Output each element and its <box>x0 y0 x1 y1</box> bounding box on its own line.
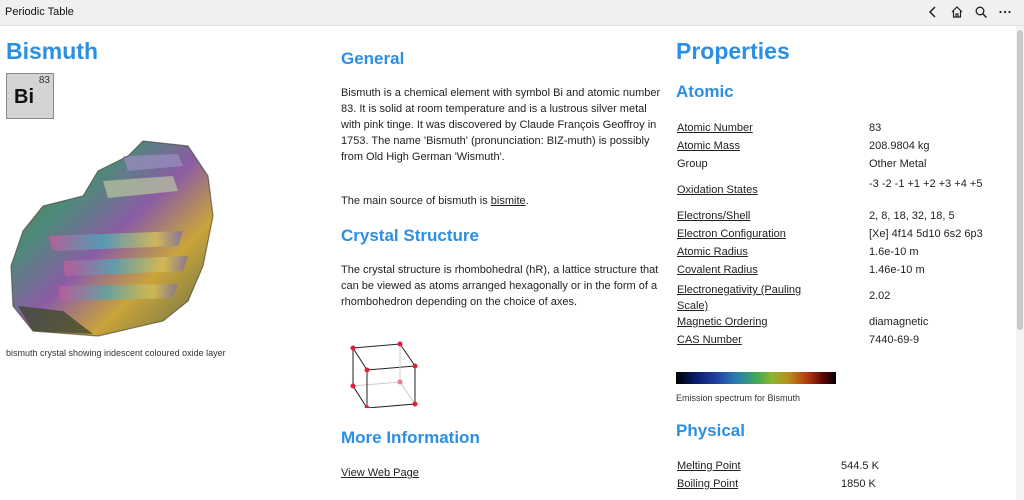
prop-value-oxidation-states: -3 -2 -1 +1 +2 +3 +4 +5 <box>869 178 983 190</box>
prop-label-magnetic-ordering[interactable]: Magnetic Ordering <box>677 316 768 328</box>
prop-label-melting-point[interactable]: Melting Point <box>677 460 741 472</box>
view-web-page-link[interactable]: View Web Page <box>341 467 419 479</box>
prop-value-electron-configuration: [Xe] 4f14 5d10 6s2 6p3 <box>869 228 983 240</box>
element-name: Bismuth <box>6 38 98 64</box>
bismite-link[interactable]: bismite <box>490 195 526 207</box>
general-text: Bismuth is a chemical element with symbol Bi and atomic number 83. It is solid at room temperature and is a lustrous silver metal with pink tinge. It was discovered by Claude François Geoffroy in 1753. The name 'Bismuth' (pronunciation: BIZ-muth) is possibly from Old High German 'Wismuth'. <box>341 87 661 163</box>
source-suffix: . <box>525 195 529 207</box>
prop-label-boiling-point[interactable]: Boiling Point <box>677 478 739 490</box>
prop-value-group: Other Metal <box>869 158 927 170</box>
element-panel <box>0 26 330 500</box>
prop-value-covalent-radius: 1.46e-10 m <box>869 264 925 276</box>
back-icon[interactable] <box>924 3 942 21</box>
prop-label-oxidation-states[interactable]: Oxidation States <box>677 184 758 196</box>
crystal-text: The crystal structure is rhombohedral (hR), a lattice structure that can be viewed as atoms arranged hexagonally or in the form of a rhombohedron depending on the choice of axes. <box>341 264 659 308</box>
prop-value-magnetic-ordering: diamagnetic <box>869 316 929 328</box>
prop-label-group: Group <box>677 158 708 170</box>
emission-spectrum <box>676 372 836 384</box>
source-prefix: The main source of bismuth is <box>341 195 491 207</box>
more-info-heading: More Information <box>341 428 480 447</box>
prop-value-atomic-number: 83 <box>869 122 882 134</box>
prop-value-electrons-shell: 2, 8, 18, 32, 18, 5 <box>869 210 955 222</box>
image-caption: bismuth crystal showing iridescent coloured oxide layer <box>6 348 226 358</box>
crystal-image <box>3 136 248 341</box>
crystal-structure-diagram <box>345 336 420 408</box>
element-tile <box>6 73 54 119</box>
prop-label-atomic-radius[interactable]: Atomic Radius <box>677 246 748 258</box>
source-text <box>341 193 666 209</box>
crystal-heading: Crystal Structure <box>341 226 479 245</box>
prop-value-electronegativity: 2.02 <box>869 290 891 302</box>
prop-label-atomic-mass[interactable]: Atomic Mass <box>677 140 740 152</box>
element-number: 83 <box>38 75 50 86</box>
spectrum-caption: Emission spectrum for Bismuth <box>676 393 801 403</box>
properties-heading: Properties <box>676 38 790 64</box>
prop-label-electronegativity[interactable]: Electronegativity (Pauling Scale) <box>677 284 802 312</box>
physical-heading: Physical <box>676 421 745 440</box>
home-icon[interactable] <box>948 3 966 21</box>
prop-label-electrons-shell[interactable]: Electrons/Shell <box>677 210 751 222</box>
prop-value-atomic-radius: 1.6e-10 m <box>869 246 919 258</box>
toolbar <box>924 3 1014 21</box>
prop-value-atomic-mass: 208.9804 kg <box>869 140 930 152</box>
title-bar <box>0 0 1024 26</box>
prop-value-boiling-point: 1850 K <box>841 478 876 490</box>
app-title: Periodic Table <box>5 6 74 18</box>
prop-label-cas-number[interactable]: CAS Number <box>677 334 742 346</box>
search-icon[interactable] <box>972 3 990 21</box>
element-symbol: Bi <box>14 86 34 108</box>
description-panel <box>340 26 665 500</box>
atomic-heading: Atomic <box>676 82 734 101</box>
general-heading: General <box>341 49 405 68</box>
prop-label-electron-configuration[interactable]: Electron Configuration <box>677 228 786 240</box>
prop-value-melting-point: 544.5 K <box>841 460 879 472</box>
properties-panel <box>676 26 1016 500</box>
prop-value-cas-number: 7440-69-9 <box>869 334 920 346</box>
more-icon[interactable] <box>996 3 1014 21</box>
scrollbar-thumb[interactable] <box>1017 30 1023 330</box>
prop-label-atomic-number[interactable]: Atomic Number <box>677 122 753 134</box>
prop-label-covalent-radius[interactable]: Covalent Radius <box>677 264 758 276</box>
